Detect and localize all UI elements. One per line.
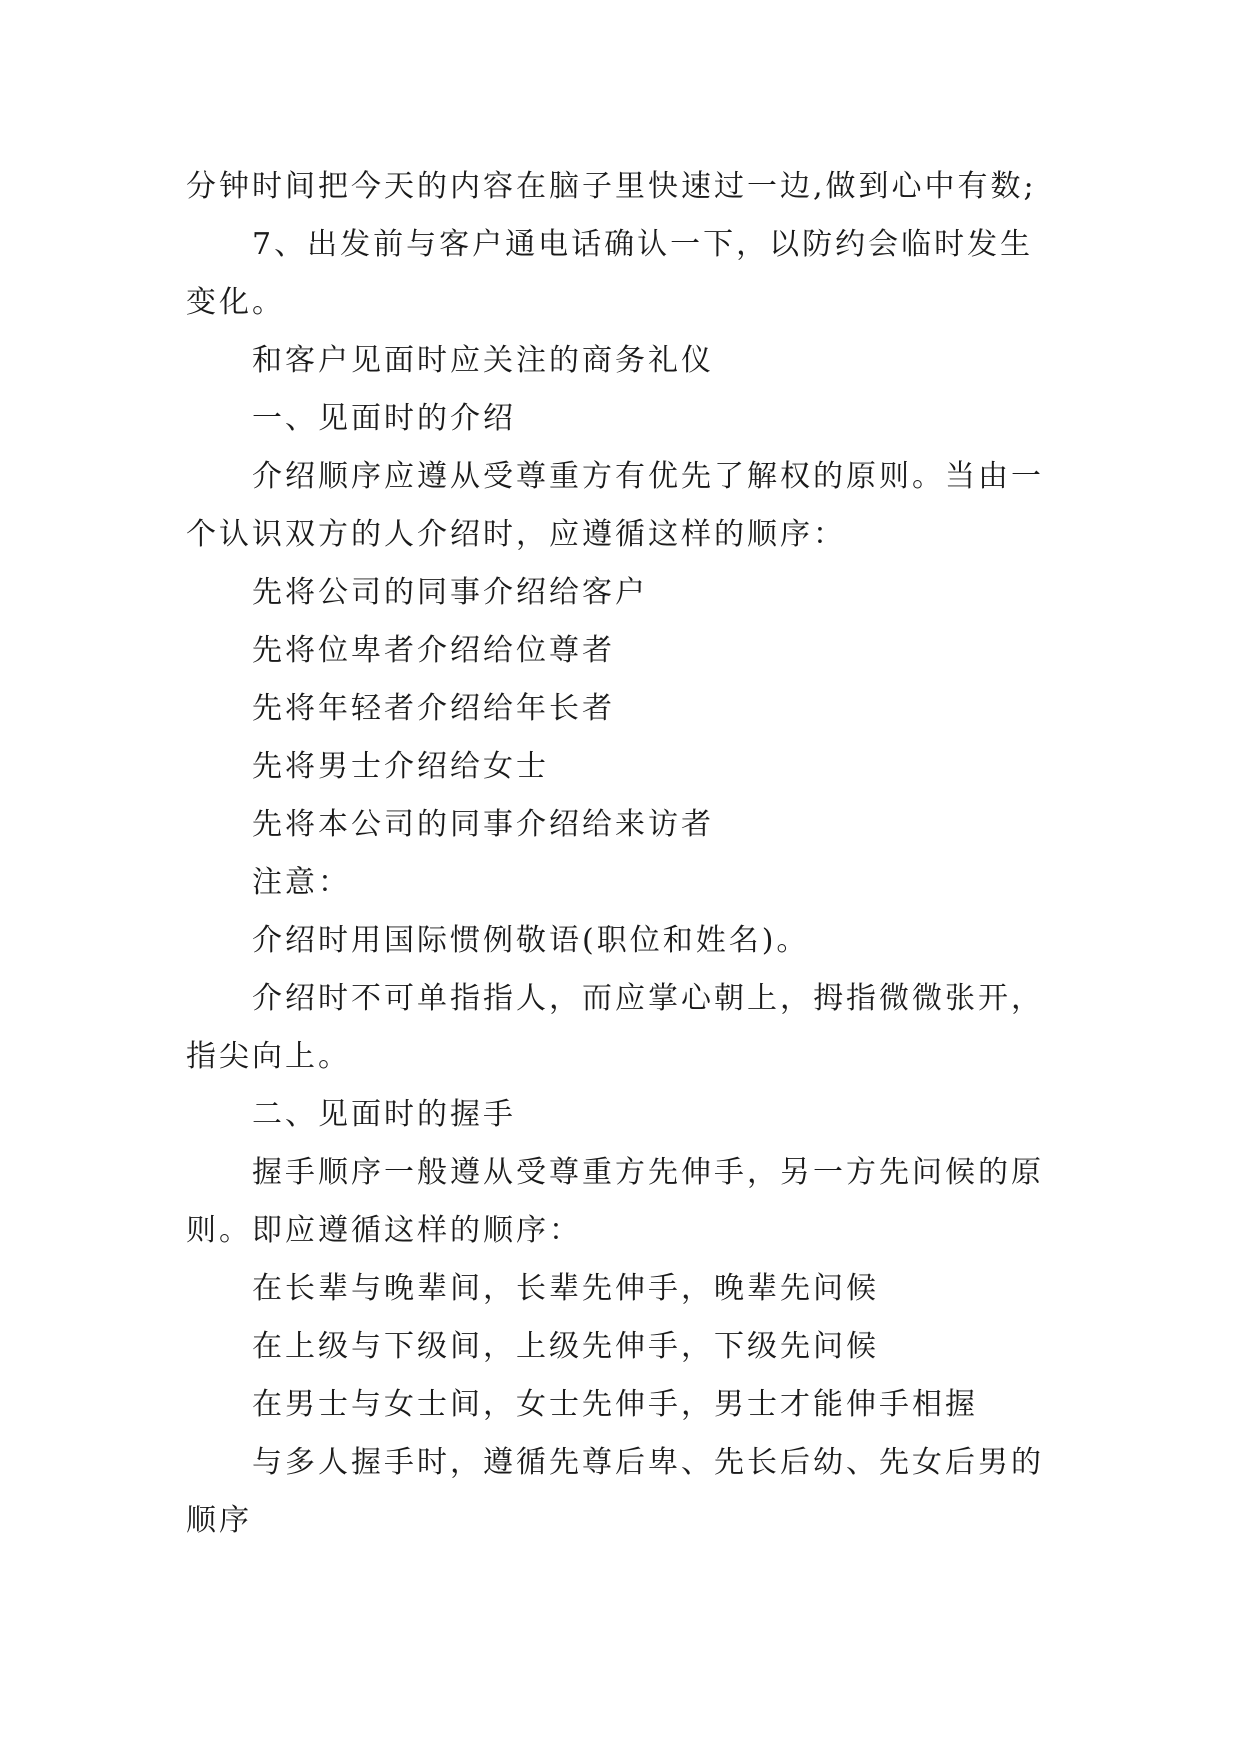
list-item: 先将男士介绍给女士 bbox=[252, 749, 549, 784]
list-item: 在上级与下级间，上级先伸手，下级先问候 bbox=[252, 1329, 879, 1364]
paragraph-handshake-principle: 握手顺序一般遵从受尊重方先伸手，另一方先问候的原则。即应遵循这样的顺序： bbox=[186, 1155, 1044, 1248]
section-heading-handshake: 二、见面时的握手 bbox=[252, 1097, 516, 1132]
list-item: 先将公司的同事介绍给客户 bbox=[252, 575, 648, 610]
paragraph-continuation: 分钟时间把今天的内容在脑子里快速过一边,做到心中有数; bbox=[186, 169, 1037, 204]
list-item: 先将本公司的同事介绍给来访者 bbox=[252, 807, 714, 842]
paragraph-item-7: 7、出发前与客户通电话确认一下，以防约会临时发生变化。 bbox=[186, 227, 1034, 320]
list-item: 在长辈与晚辈间，长辈先伸手，晚辈先问候 bbox=[252, 1271, 879, 1306]
note-paragraph: 介绍时用国际惯例敬语(职位和姓名)。 bbox=[252, 923, 810, 958]
note-paragraph: 介绍时不可单指指人，而应掌心朝上，拇指微微张开，指尖向上。 bbox=[186, 981, 1044, 1074]
note-label: 注意： bbox=[252, 865, 351, 900]
section-heading-introduction: 一、见面时的介绍 bbox=[252, 401, 516, 436]
section-title: 和客户见面时应关注的商务礼仪 bbox=[252, 343, 714, 378]
list-item: 先将年轻者介绍给年长者 bbox=[252, 691, 615, 726]
paragraph-introduction-principle: 介绍顺序应遵从受尊重方有优先了解权的原则。当由一个认识双方的人介绍时，应遵循这样的顺序： bbox=[186, 459, 1044, 552]
document-body bbox=[186, 158, 1056, 1550]
paragraph-multiple-handshake: 与多人握手时，遵循先尊后卑、先长后幼、先女后男的顺序 bbox=[186, 1445, 1044, 1538]
list-item: 在男士与女士间，女士先伸手，男士才能伸手相握 bbox=[252, 1387, 978, 1422]
list-item: 先将位卑者介绍给位尊者 bbox=[252, 633, 615, 668]
